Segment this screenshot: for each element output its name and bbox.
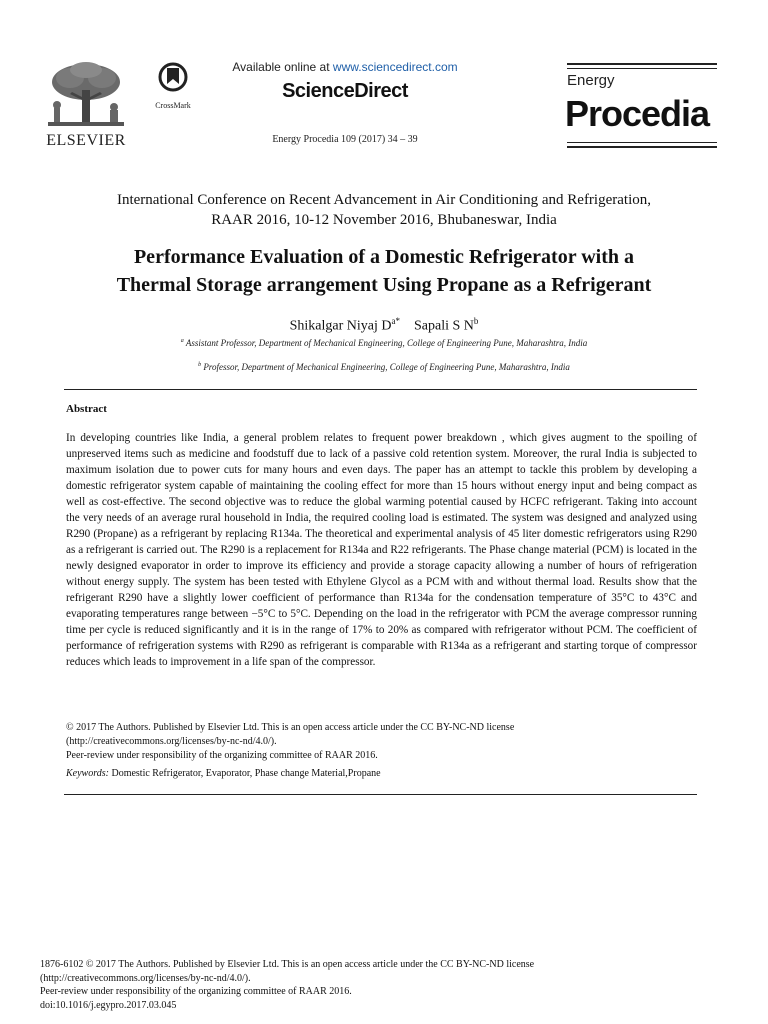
footer-line-3: Peer-review under responsibility of the organizing committee of RAAR 2016. (40, 986, 352, 997)
journal-name-procedia: Procedia (565, 93, 710, 134)
author-list (60, 316, 708, 335)
paper-title (40, 243, 728, 299)
affiliation-a (60, 338, 708, 348)
section-divider (64, 389, 697, 390)
title-line-2: Thermal Storage arrangement Using Propane as a Refrigerant (116, 274, 652, 296)
journal-reference: Energy Procedia 109 (2017) 34 – 39 (272, 134, 418, 145)
abstract-heading: Abstract (66, 403, 107, 415)
journal-rule (567, 68, 717, 69)
affiliation-b (60, 362, 708, 372)
section-divider (64, 794, 697, 795)
page-footer (40, 958, 730, 1012)
journal-rule (567, 63, 717, 65)
affiliation-a-mark: a (180, 338, 184, 344)
crossmark-badge[interactable] (150, 62, 196, 110)
availability-line (200, 60, 490, 74)
sciencedirect-link[interactable]: www.sciencedirect.com (332, 60, 458, 74)
footer-doi[interactable]: doi:10.1016/j.egypro.2017.03.045 (40, 999, 177, 1011)
keywords (66, 768, 697, 779)
conference-line-1: International Conference on Recent Advancement in Air Conditioning and Refrigeration, (116, 192, 651, 208)
keywords-label: Keywords: (66, 768, 109, 779)
author-2: Sapali S N (413, 318, 474, 334)
elsevier-wordmark: ELSEVIER (46, 132, 126, 149)
abstract-body: In developing countries like India, a general problem relates to frequent power breakdown , which gives augment to the spoiling of unpreserved items such as medicine and foodstuff due to lack of a passive cold retention system. Moreover, the rural India is subjected to maximum isolation due to power cuts for many hours and even days. The paper has an attempt to tackle this problem by developing a domestic refrigerator system capable of maintaining the cooling effect for more than 15 hours without energy input and being compact as well as cost-effective. The second objective was to reduce the global warming potential caused by HCFC refrigerant. Taking into account the very needs of an average rural household in India, the required cooling load is estimated. The system was designed and analyzed using R290 (Propane) as a refrigerant by replacing R134a. The theoretical and experimental analysis of 45 liter domestic refrigerators using R290 as a refrigerant is carried out. The R290 is a replacement for R134a and R22 refrigerants. The Phase change material (PCM) is located in the newly designed evaporator in order to improve its efficiency and provide a storage capacity allowing a number of hours of refrigeration without energy supply. The system has been tested with Ethylene Glycol as a PCM with and without thermal load. Results show that the refrigerant R290 have a slightly lower coefficient of performance than R134a for the condensation temperature of 35°C to 43°C and evaporating temperatures range between −5°C to 5°C. Depending on the load in the refrigerator with PCM the average compressor running time per cycle is reduced significantly and it is in the range of 17% to 20% as compared with refrigerator without PCM. The coefficient of performance of refrigeration systems with R290 as refrigerant is comparable with R134a as a refrigerant and starting torque of compressor reduces which leads to improvement in a life span of the compressor. (66, 432, 697, 668)
affiliation-b-mark: b (198, 362, 202, 368)
license-link[interactable]: (http://creativecommons.org/licenses/by-nc-nd/4.0/). (66, 736, 277, 747)
conference-info (60, 190, 708, 230)
sciencedirect-wordmark: ScienceDirect (282, 80, 408, 102)
availability-prefix: Available online at (232, 60, 333, 74)
author-1: Shikalgar Niyaj D (289, 318, 392, 334)
journal-rule (567, 146, 717, 148)
journal-name-energy: Energy (567, 72, 615, 89)
keywords-list: Domestic Refrigerator, Evaporator, Phase change Material,Propane (108, 768, 381, 779)
journal-rule (567, 142, 717, 143)
crossmark-icon (158, 62, 188, 94)
crossmark-label: CrossMark (155, 101, 191, 110)
affiliation-a-text: Assistant Professor, Department of Mechanical Engineering, College of Engineering Pune, Maharashtra, India (185, 338, 588, 348)
conference-line-2: RAAR 2016, 10-12 November 2016, Bhubaneswar, India (211, 212, 557, 228)
title-line-1: Performance Evaluation of a Domestic Refrigerator with a (133, 246, 635, 268)
license-notice (66, 721, 697, 763)
footer-license-link[interactable]: (http://creativecommons.org/licenses/by-nc-nd/4.0/). (40, 972, 251, 984)
author-1-mark: a* (391, 316, 400, 326)
license-line-3: Peer-review under responsibility of the organizing committee of RAAR 2016. (66, 750, 378, 761)
author-2-mark: b (473, 316, 479, 326)
footer-line-1: 1876-6102 © 2017 The Authors. Published by Elsevier Ltd. This is an open access article under the CC BY-NC-ND license (40, 959, 535, 970)
affiliation-b-text: Professor, Department of Mechanical Engineering, College of Engineering Pune, Maharashtra, India (203, 362, 570, 372)
license-line-1: © 2017 The Authors. Published by Elsevier Ltd. This is an open access article under the CC BY-NC-ND license (66, 722, 515, 733)
